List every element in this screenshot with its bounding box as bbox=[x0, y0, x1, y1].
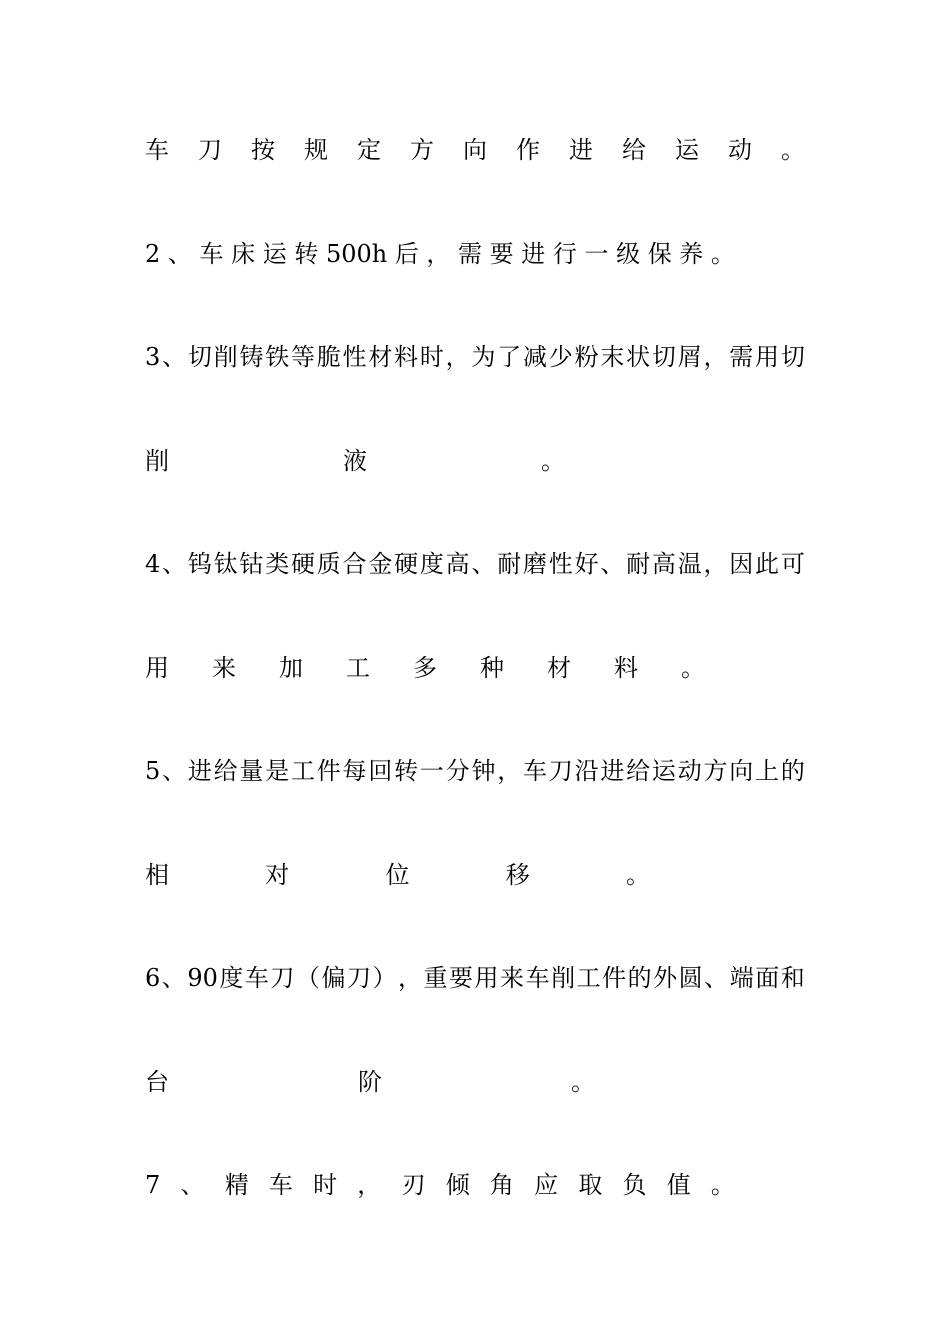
text-glyph: 4 bbox=[145, 550, 161, 578]
text-glyph: 台 bbox=[145, 1068, 169, 1096]
text-glyph: 级 bbox=[616, 240, 641, 268]
text-glyph: 重 bbox=[423, 964, 448, 992]
text-glyph: 位 bbox=[385, 861, 410, 889]
text-glyph: 、 bbox=[162, 757, 187, 785]
text-glyph: 加 bbox=[279, 654, 303, 682]
text-glyph: 来 bbox=[500, 964, 525, 992]
text-glyph: 进 bbox=[569, 136, 593, 164]
text-glyph: 、 bbox=[162, 550, 187, 578]
text-glyph: 给 bbox=[622, 136, 646, 164]
text-glyph: 等 bbox=[290, 343, 315, 371]
text-glyph: 500h bbox=[325, 240, 388, 268]
text-line-7 bbox=[145, 751, 805, 791]
text-glyph: 。 bbox=[541, 447, 565, 475]
text-glyph: 切 bbox=[187, 343, 212, 371]
text-glyph: 需 bbox=[729, 343, 754, 371]
text-glyph: 减 bbox=[523, 343, 547, 371]
text-glyph: 移 bbox=[505, 861, 530, 889]
text-glyph: 好 bbox=[574, 550, 599, 578]
text-glyph: 用 bbox=[474, 964, 499, 992]
text-glyph: 。 bbox=[681, 654, 705, 682]
text-glyph: 作 bbox=[516, 136, 540, 164]
text-glyph: 进 bbox=[187, 757, 212, 785]
text-glyph: 动 bbox=[677, 757, 702, 785]
text-line-4 bbox=[145, 441, 565, 481]
text-glyph: ） bbox=[372, 964, 397, 992]
text-glyph: 工 bbox=[346, 654, 370, 682]
text-glyph: 。 bbox=[710, 1171, 735, 1199]
text-glyph: 性 bbox=[342, 343, 367, 371]
text-glyph: 质 bbox=[316, 550, 341, 578]
text-glyph: 硬 bbox=[290, 550, 315, 578]
text-glyph: 是 bbox=[265, 757, 290, 785]
text-glyph: 角 bbox=[489, 1171, 514, 1199]
text-glyph: 负 bbox=[622, 1171, 647, 1199]
text-glyph: 少 bbox=[548, 343, 573, 371]
text-glyph: 料 bbox=[394, 343, 419, 371]
text-line-11 bbox=[145, 1165, 735, 1205]
text-glyph: 材 bbox=[547, 654, 571, 682]
text-glyph: 车 bbox=[244, 964, 269, 992]
text-glyph: 。 bbox=[710, 240, 735, 268]
text-glyph: 可 bbox=[780, 550, 805, 578]
text-glyph: 工 bbox=[290, 757, 315, 785]
text-glyph: 定 bbox=[357, 136, 381, 164]
text-glyph: 要 bbox=[449, 964, 474, 992]
text-glyph: 、 bbox=[161, 964, 186, 992]
text-line-9 bbox=[145, 958, 805, 998]
text-glyph: 规 bbox=[304, 136, 328, 164]
text-line-6 bbox=[145, 648, 705, 688]
text-glyph: 种 bbox=[480, 654, 504, 682]
text-line-8 bbox=[145, 855, 650, 895]
text-glyph: 。 bbox=[571, 1068, 595, 1096]
text-glyph: 此 bbox=[755, 550, 780, 578]
text-glyph: 取 bbox=[578, 1171, 603, 1199]
text-glyph: 、 bbox=[162, 343, 187, 371]
text-glyph: 回 bbox=[368, 757, 393, 785]
text-line-5 bbox=[145, 544, 805, 584]
text-glyph: 耐 bbox=[497, 550, 522, 578]
text-glyph: 2 bbox=[145, 240, 161, 268]
text-glyph: 养 bbox=[679, 240, 704, 268]
text-glyph: 车 bbox=[525, 964, 550, 992]
text-glyph: 温 bbox=[677, 550, 702, 578]
text-glyph: 每 bbox=[342, 757, 367, 785]
text-glyph: 上 bbox=[755, 757, 780, 785]
text-glyph: 按 bbox=[251, 136, 275, 164]
text-glyph: ， bbox=[426, 240, 451, 268]
text-glyph: ， bbox=[703, 343, 728, 371]
text-glyph: 多 bbox=[413, 654, 437, 682]
text-glyph: 给 bbox=[213, 757, 238, 785]
text-glyph: 倾 bbox=[445, 1171, 470, 1199]
text-glyph: 5 bbox=[145, 757, 161, 785]
text-glyph: 因 bbox=[729, 550, 754, 578]
text-glyph: 车 bbox=[268, 1171, 293, 1199]
text-glyph: 材 bbox=[368, 343, 393, 371]
text-glyph: 削 bbox=[213, 343, 238, 371]
text-glyph: 量 bbox=[239, 757, 264, 785]
text-glyph: 时 bbox=[419, 343, 444, 371]
text-glyph: 料 bbox=[614, 654, 638, 682]
text-glyph: 刃 bbox=[401, 1171, 426, 1199]
text-glyph: 钛 bbox=[213, 550, 238, 578]
text-glyph: 90 bbox=[187, 964, 218, 992]
text-glyph: 高 bbox=[651, 550, 676, 578]
text-glyph: 磨 bbox=[523, 550, 547, 578]
text-glyph: 耐 bbox=[626, 550, 651, 578]
text-glyph: 外 bbox=[653, 964, 678, 992]
text-glyph: 钨 bbox=[187, 550, 212, 578]
text-glyph: 进 bbox=[600, 757, 625, 785]
text-glyph: 钴 bbox=[239, 550, 264, 578]
text-glyph: 性 bbox=[548, 550, 573, 578]
text-glyph: 铸 bbox=[239, 343, 264, 371]
text-glyph: 面 bbox=[755, 964, 780, 992]
text-glyph: 件 bbox=[316, 757, 341, 785]
text-glyph: 7 bbox=[145, 1171, 161, 1199]
text-glyph: 来 bbox=[212, 654, 236, 682]
text-glyph: 。 bbox=[781, 136, 805, 164]
text-glyph: 时 bbox=[313, 1171, 338, 1199]
text-glyph: 工 bbox=[576, 964, 601, 992]
text-glyph: 刀 bbox=[346, 964, 371, 992]
text-glyph: 刀 bbox=[270, 964, 295, 992]
text-glyph: 的 bbox=[780, 757, 805, 785]
text-glyph: ， bbox=[397, 964, 422, 992]
text-glyph: 行 bbox=[552, 240, 577, 268]
text-glyph: 端 bbox=[729, 964, 754, 992]
text-glyph: 相 bbox=[145, 861, 169, 889]
text-glyph: ， bbox=[357, 1171, 382, 1199]
text-glyph: 用 bbox=[755, 343, 780, 371]
text-glyph: 精 bbox=[224, 1171, 249, 1199]
text-glyph: 刀 bbox=[548, 757, 573, 785]
text-glyph: 偏 bbox=[321, 964, 346, 992]
text-glyph: 保 bbox=[647, 240, 672, 268]
text-glyph: 应 bbox=[534, 1171, 559, 1199]
text-glyph: 状 bbox=[626, 343, 651, 371]
text-glyph: 用 bbox=[145, 654, 169, 682]
text-glyph: 了 bbox=[497, 343, 522, 371]
text-glyph: 为 bbox=[471, 343, 496, 371]
text-glyph: ， bbox=[445, 343, 470, 371]
text-glyph: 一 bbox=[584, 240, 609, 268]
text-glyph: 、 bbox=[471, 550, 496, 578]
text-line-10 bbox=[145, 1062, 595, 1102]
text-glyph: 运 bbox=[651, 757, 676, 785]
text-glyph: 车 bbox=[523, 757, 547, 785]
text-glyph: 向 bbox=[463, 136, 487, 164]
text-glyph: ， bbox=[703, 550, 728, 578]
text-glyph: 对 bbox=[265, 861, 290, 889]
text-glyph: 削 bbox=[551, 964, 576, 992]
text-glyph: 件 bbox=[602, 964, 627, 992]
text-glyph: 圆 bbox=[678, 964, 703, 992]
text-glyph: 铁 bbox=[265, 343, 290, 371]
text-glyph: （ bbox=[295, 964, 320, 992]
text-glyph: 要 bbox=[489, 240, 514, 268]
text-glyph: 阶 bbox=[358, 1068, 382, 1096]
text-glyph: 切 bbox=[651, 343, 676, 371]
text-line-1 bbox=[145, 130, 805, 170]
text-glyph: 需 bbox=[458, 240, 483, 268]
text-glyph: 硬 bbox=[394, 550, 419, 578]
text-glyph: 值 bbox=[666, 1171, 691, 1199]
text-glyph: 方 bbox=[410, 136, 434, 164]
text-glyph: 末 bbox=[600, 343, 625, 371]
text-glyph: 运 bbox=[262, 240, 287, 268]
text-glyph: 度 bbox=[219, 964, 244, 992]
text-glyph: 动 bbox=[728, 136, 752, 164]
text-glyph: 、 bbox=[704, 964, 729, 992]
text-glyph: 、 bbox=[167, 240, 192, 268]
text-glyph: 度 bbox=[419, 550, 444, 578]
text-glyph: 车 bbox=[199, 240, 224, 268]
text-glyph: 沿 bbox=[574, 757, 599, 785]
text-glyph: 进 bbox=[521, 240, 546, 268]
text-glyph: 。 bbox=[626, 861, 650, 889]
text-glyph: 6 bbox=[145, 964, 161, 992]
text-glyph: 和 bbox=[780, 964, 805, 992]
text-glyph: 切 bbox=[780, 343, 805, 371]
text-glyph: 一 bbox=[419, 757, 444, 785]
text-glyph: 、 bbox=[180, 1171, 205, 1199]
text-glyph: 削 bbox=[145, 447, 169, 475]
text-glyph: 液 bbox=[343, 447, 367, 475]
text-glyph: 类 bbox=[265, 550, 290, 578]
text-glyph: 床 bbox=[231, 240, 256, 268]
text-glyph: 合 bbox=[342, 550, 367, 578]
text-glyph: 屑 bbox=[677, 343, 702, 371]
text-glyph: 转 bbox=[294, 240, 319, 268]
text-glyph: 运 bbox=[675, 136, 699, 164]
text-glyph: 高 bbox=[445, 550, 470, 578]
text-glyph: 刀 bbox=[198, 136, 222, 164]
text-glyph: 的 bbox=[627, 964, 652, 992]
text-glyph: 向 bbox=[729, 757, 754, 785]
text-glyph: 、 bbox=[600, 550, 625, 578]
text-glyph: 粉 bbox=[574, 343, 599, 371]
text-glyph: 给 bbox=[626, 757, 651, 785]
text-glyph: 方 bbox=[703, 757, 728, 785]
text-glyph: 3 bbox=[145, 343, 161, 371]
text-glyph: 转 bbox=[394, 757, 419, 785]
text-glyph: 车 bbox=[145, 136, 169, 164]
text-glyph: ， bbox=[497, 757, 522, 785]
text-glyph: 金 bbox=[368, 550, 393, 578]
text-line-3 bbox=[145, 337, 805, 377]
text-glyph: 后 bbox=[394, 240, 419, 268]
text-glyph: 脆 bbox=[316, 343, 341, 371]
text-line-2 bbox=[145, 234, 735, 274]
text-glyph: 分 bbox=[445, 757, 470, 785]
text-glyph: 钟 bbox=[471, 757, 496, 785]
